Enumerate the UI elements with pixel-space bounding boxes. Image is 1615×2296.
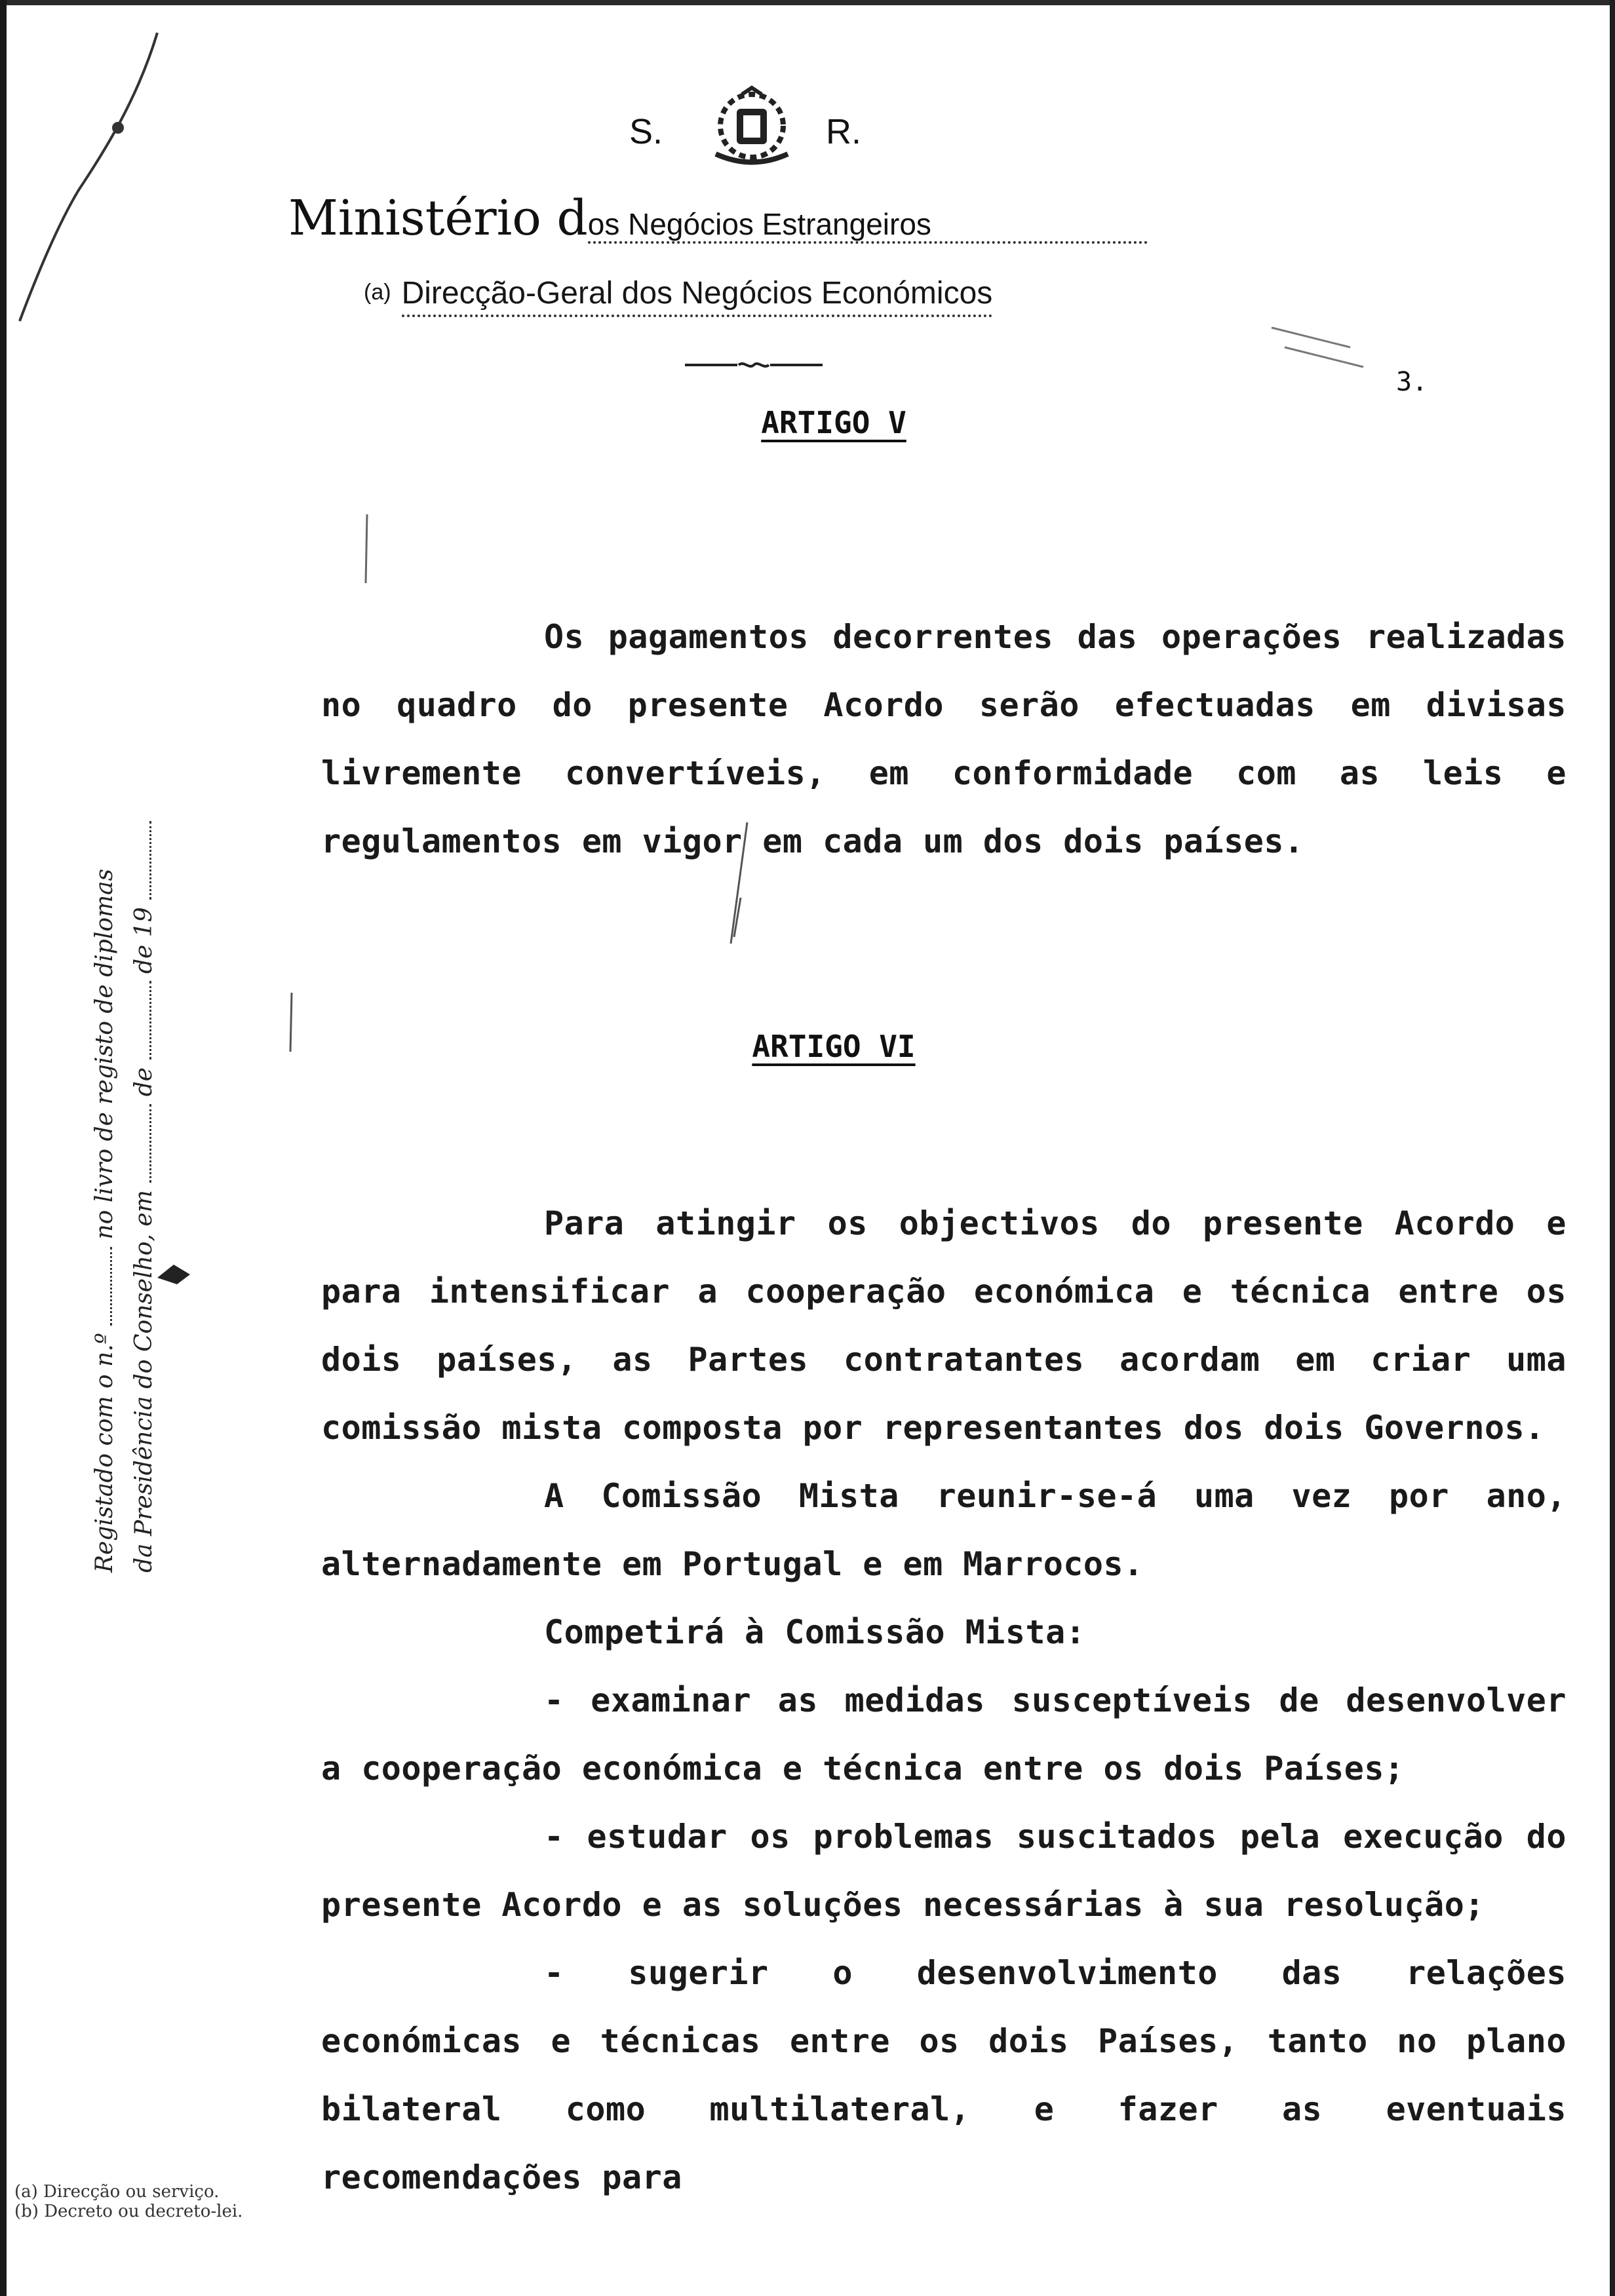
footnote-b: (b) Decreto ou decreto-lei. [14,2202,243,2221]
article-6-item-3: - sugerir o desenvolvimento das relações económicas e técnicas entre os dois Países, tanto no plano bilateral como multilateral, e fazer as eventuais recomendações para [321,1954,1566,2196]
article-6-item-2: - estudar os problemas suscitados pela execução do presente Acordo e as soluções necessárias à sua resolução; [321,1818,1566,1924]
emblem-letter-s: S. [629,112,663,151]
pencil-mark-left-1 [354,511,380,590]
department-name: Direcção-Geral dos Negócios Económicos [402,276,993,317]
margin-line-2: da Presidência do Conselho, em de de 19 [125,821,164,1573]
pencil-mark-right [1265,315,1370,373]
margin-line-1: Registado com o n.º no livro de registo de diplomas [91,868,118,1573]
pencil-mark-top-left [7,20,170,334]
ministry-initial: Ministério d [288,190,588,246]
article-5-heading: ARTIGO V [761,405,906,440]
state-emblem [629,85,878,170]
footnote-a: (a) Direcção ou serviço. [14,2182,220,2202]
scan-edge-right [1610,0,1615,2296]
scan-edge-left [0,0,7,2296]
emblem-letter-r: R. [826,112,861,151]
page-number: 3. [1396,367,1428,397]
article-6-heading: ARTIGO VI [752,1029,916,1064]
article-6-body [321,1189,1566,2211]
article-6-paragraph-1: Para atingir os objectivos do presente Acordo e para intensificar a cooperação económica e técnica entre os dois países, as Partes contratantes acordam em criar uma comissão mista composta por representantes dos dois Governos. [321,1204,1566,1447]
ornament-divider [685,360,823,370]
article-5-body [321,603,1566,875]
article-6-paragraph-3: Competirá à Comissão Mista: [544,1613,1086,1651]
ministry-title [288,190,1219,246]
article-6-item-1: - examinar as medidas susceptíveis de desenvolver a cooperação económica e técnica entre os dois Países; [321,1681,1566,1788]
department-line [364,275,992,311]
scan-edge-top [0,0,1615,5]
registration-margin-note [85,821,164,1573]
ministry-name: os Negócios Estrangeiros [588,207,1148,244]
department-footnote-mark: (a) [364,279,391,305]
article-5-paragraph: Os pagamentos decorrentes das operações realizadas no quadro do presente Acordo serão efectuadas em divisas livremente convertíveis, em conformidade com as leis e regulamentos em vigor em cada um dos dois países. [321,618,1566,860]
article-6-paragraph-2: A Comissão Mista reunir-se-á uma vez por ano, alternadamente em Portugal e em Marrocos. [321,1477,1566,1583]
footnotes [14,2182,243,2221]
coat-of-arms-icon [703,85,801,170]
